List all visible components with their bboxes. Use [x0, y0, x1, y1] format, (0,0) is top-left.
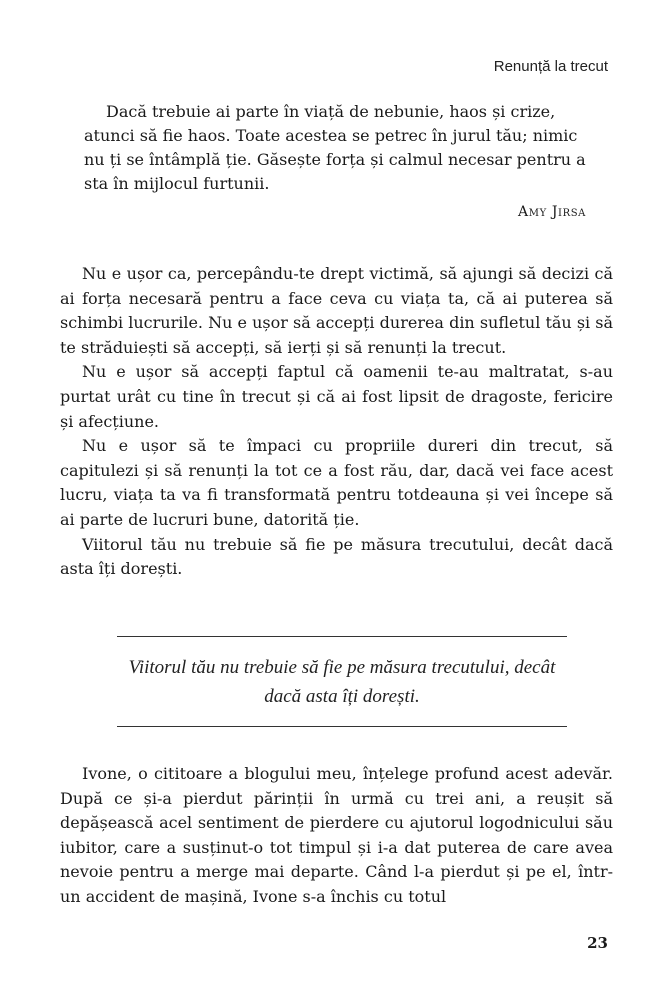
paragraph: Ivone, o cititoare a blogului meu, înțelege profund acest adevăr. După ce și-a pierdut părinții în urmă cu trei ani, a reușit să depășească acel sentiment de pierdere cu ajutorul logodnicului său iubitor, care a susținut-o tot timpul și i-a dat puterea de care avea nevoie pentru a merge mai departe. Când l-a pierdut și pe el, într-un accident de mașină, Ivone s-a închis cu totul — [60, 764, 613, 906]
epigraph-author: Amy Jirsa — [518, 204, 586, 220]
epigraph-quote: Dacă trebuie ai parte în viață de nebunie, haos și crize, atunci să fie haos. Toate acestea se petrec în jurul tău; nimic nu ți se întâmplă ție. Găsește forța și calmul necesar pentru a sta în mijlocul furtunii. — [84, 102, 586, 193]
pull-quote-rule-bottom — [117, 726, 567, 727]
pull-quote: Viitorul tău nu trebuie să fie pe măsura trecutului, decât dacă asta îți dorești. — [128, 657, 556, 707]
main-text-continued — [60, 762, 613, 910]
paragraph: Nu e ușor să accepți faptul că oamenii te-au maltratat, s-au purtat urât cu tine în trecut și că ai fost lipsit de dragoste, fericire și afecțiune. — [60, 362, 613, 431]
running-header: Renunță la trecut — [493, 58, 608, 75]
paragraph: Nu e ușor să te împaci cu propriile dureri din trecut, să capitulezi și să renunți la tot ce a fost rău, dar, dacă vei face acest lucru, viața ta va fi transformată pentru totdeauna și vei începe să ai parte de lucruri bune, datorită ție. — [60, 436, 613, 529]
paragraph: Viitorul tău nu trebuie să fie pe măsura trecutului, decât dacă asta îți dorești. — [60, 534, 613, 579]
paragraph: Nu e ușor ca, percepându-te drept victimă, să ajungi să decizi că ai forța necesară pentru a face ceva cu viața ta, că ai puterea să schimbi lucrurile. Nu e ușor să accepți durerea din sufletul tău și să te străduiești să accepți, să ierți și să renunți la trecut. — [60, 264, 613, 357]
main-text — [60, 262, 613, 582]
pull-quote-rule-top — [117, 636, 567, 637]
page-number: 23 — [587, 934, 608, 952]
epigraph — [84, 100, 586, 224]
